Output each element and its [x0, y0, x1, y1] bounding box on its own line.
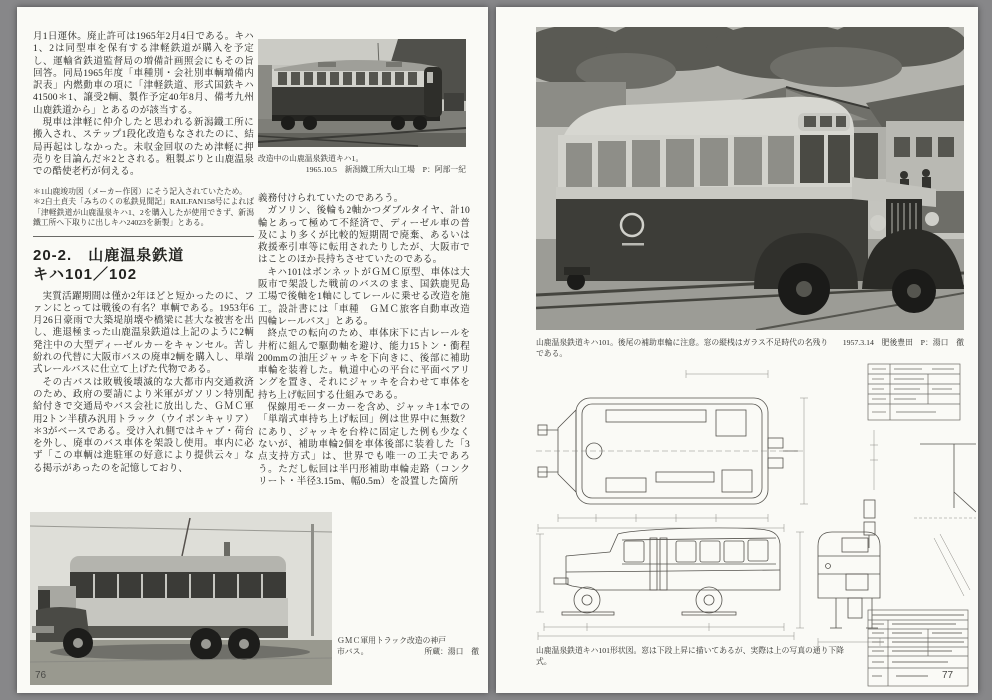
caption-text: ＧＭＣ軍用トラック改造の神戸 — [337, 636, 446, 645]
railbus-photo-illustration — [536, 27, 964, 330]
section-divider — [33, 236, 254, 237]
drawing-illustration — [536, 360, 976, 690]
photo-gmc-bus — [30, 512, 332, 685]
footnote: ＊1山鹿竣功図（メーカー作図）にそう記入されていたため。 — [33, 186, 247, 196]
body-paragraph: 実質活躍期間は僅か2年ほどと短かったのに、ファンにとっては戦後の有名？車輌である。1953年6月26日豪雨で大築堤崩壊や橋梁に甚大な被害を出し、進退極まった山鹿温泉鉄道は上記のように2輌発注中の大型ディーゼルカーをキャンセル。苦し紛れの代替に大阪市バスの廃車2輌を購入し、単端式レールバスに仕立て上げた代物である。 — [33, 291, 254, 376]
photo-railbus-kiha101 — [536, 27, 964, 330]
caption-text: 改造中の山鹿温泉鉄道キハ1。 — [258, 154, 364, 163]
footnote: ＊2白土貞夫「みちのくの私鉄見聞記」RAILFAN158号によれば「津軽鉄道が山鹿温泉キハ1、2を購入したが使用できず、新潟鐵工所へ下取りに出しキハ24023を新製」とある。 — [33, 197, 254, 228]
caption-credit: 1957.3.14 肥後豊田 P：湯口 徹 — [842, 338, 964, 347]
drawing-caption: 山鹿温泉鉄道キハ101形状図。窓は下段上昇に描いてあるが、実際は上の写真の通り下降式。 — [536, 646, 844, 666]
page-number-right: 77 — [942, 670, 954, 681]
body-paragraph: 現車は津軽に仲介したと思われる新潟鐵工所に搬入され、ステップ1段化改造もなされたのに、結局再起はしなかった。未収金回収のため津軽に押売りを目論んだ＊2とされる。粗製ぶりと山鹿温泉での酷使老朽が伺える。 — [33, 118, 254, 178]
railcar-photo-illustration — [258, 39, 466, 147]
page-76 — [17, 7, 488, 693]
photo-railcar-kiha1 — [258, 39, 466, 147]
photo-caption — [536, 337, 964, 359]
photo-bottom-caption — [337, 635, 479, 657]
right-column — [258, 193, 470, 488]
technical-drawing-kiha101 — [536, 360, 976, 690]
body-paragraph: 保線用モーターカーを含め、ジャッキ1本での「単端式車持ち上げ転回」例は世界中に無数？にあり、ジャッキを台枠に固定した例も少なくないが、補助車輪2個を車体後部に装着した「3点支持方式」は、世界でも唯一の工夫であろう。ただし転回は半円形補助車輪走路（コンクリート・半径3.15m、幅0.5m）を設置した箇所 — [258, 403, 470, 487]
body-paragraph: 終点での転向のため、車体床下に古レールを井桁に組んで駆動軸を避け、能力15トン・衝程200mmの油圧ジャッキを下向きに、後部に補助車輪を装着した。軌道中心の平台に平面ベアリングを置き、それにジャッキを合わせて車体を持ち上げ転回する仕組みである。 — [258, 329, 470, 401]
section-heading-line2: キハ101／102 — [33, 265, 138, 283]
left-column — [33, 31, 254, 475]
caption-text: 山鹿温泉鉄道キハ101。後尾の補助車輪に注意。窓の縦桟はガラス不足時代の名残りである。 — [536, 338, 829, 358]
caption-text: 市バス。 — [337, 647, 369, 656]
page-number-left: 76 — [35, 670, 47, 681]
section-heading-line1: 20-2. 山鹿温泉鉄道 — [33, 246, 185, 264]
body-paragraph: 義務付けられていたのであろう。 — [258, 194, 404, 204]
body-paragraph: その古バスは敗戦後壊滅的な大都市内交通救済のため、政府の要請により米軍がガソリン特別配給付きで交通局やバス会社に放出した、ＧＭＣ軍用2トン半積み汎用トラック（ウイポンキャリア）＊3がベースである。受け入れ側ではキャブ・荷台を外し、廃車のバス車体を架設し使用。車内に必ず「この車輌は進駐軍の好意により提供云々」なる掲示があったのを記憶しており、 — [33, 377, 254, 474]
body-paragraph: 月1日運休。廃止許可は1965年2月4日である。キハ1、2は同型車を保有する津軽鉄道が購入を予定し、運輸省鉄道監督局の増備計画照会にもその旨回答。同局1965年度「車種別・会社別車輌増備内訳表」内燃動車の項に「津軽鉄道、形式国鉄キハ41500＊1、譲受2輌、製作予定40年8月、備考九州山鹿鉄道から」とあるのが該当する。 — [33, 32, 254, 116]
gmc-bus-photo-illustration — [30, 512, 332, 685]
photo-top-caption — [258, 153, 466, 175]
caption-credit: 1965.10.5 新潟鐵工所大山工場 P：阿部一紀 — [305, 165, 466, 174]
body-paragraph: ガソリン、後輪も2軸かつダブルタイヤ、計10輪とあって極めて不経済で、ディーゼル車の普及により多くが比較的短期間で廃棄、あるいは救援牽引車等に転用されたりしたが、大阪市ではことのほか長持ちさせていたのである。 — [258, 206, 470, 266]
body-paragraph: キハ101はボンネットがＧＭＣ原型、車体は大阪市で架設した戦前のバスのまま、国鉄鹿児島工場で後軸を1軸にしてレールに乗せる改造を施工。設計書には「車種 ＧＭＣ旅客自動車改造四輪レールバス」とある。 — [258, 267, 470, 327]
page-77 — [496, 7, 978, 693]
caption-credit: 所蔵：湯口 徹 — [424, 647, 479, 656]
section-heading — [33, 246, 254, 284]
